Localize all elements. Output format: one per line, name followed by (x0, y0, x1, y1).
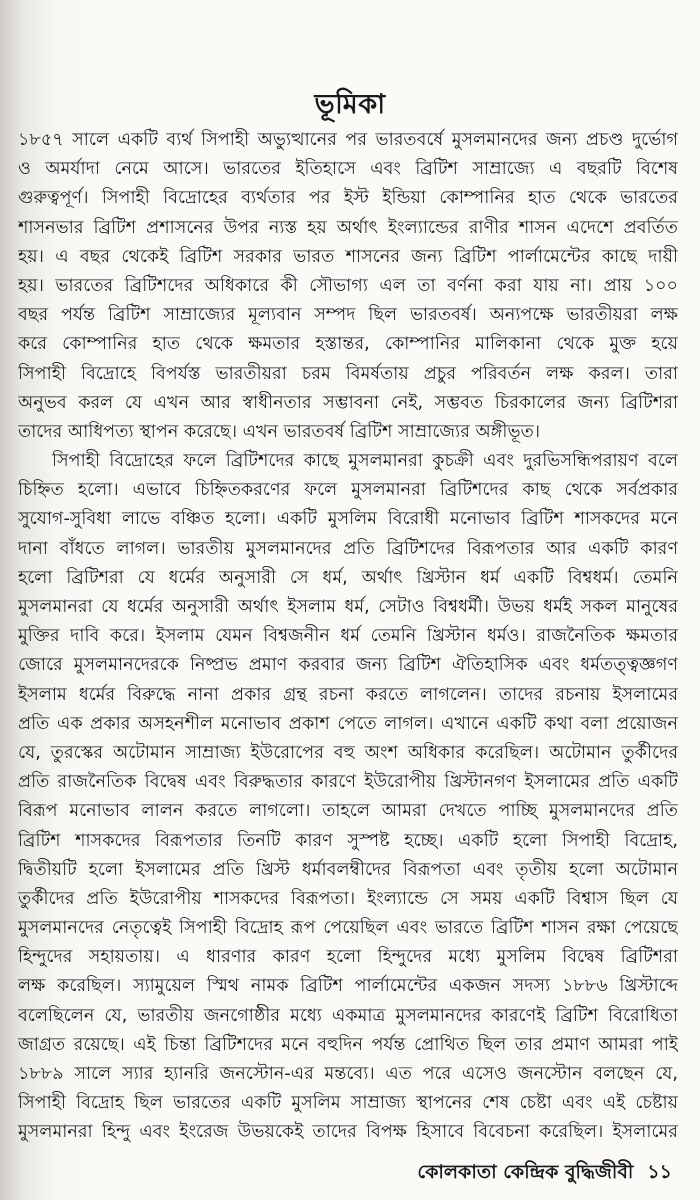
text-line: গুরুত্বপূর্ণ। সিপাহী বিদ্রোহের ব্যর্থতার পর ইস্ট ইন্ডিয়া কোম্পানির হাত থেকে ভারতের (18, 188, 678, 209)
text-line: হলো ব্রিটিশরা যে ধর্মের অনুসারী সে ধর্ম, অর্থাৎ খ্রিস্টান ধর্ম একটি বিশ্বধর্ম। তেমনি (18, 567, 678, 588)
text-line: বছর পর্যন্ত ব্রিটিশ সাম্রাজ্যের মূল্যবান সম্পদ ছিল ভারতবর্ষ। অন্যপক্ষে ভারতীয়রা লক্ষ (18, 305, 678, 326)
text-line: তুর্কীদের প্রতি ইউরোপীয় শাসকদের বিরূপতা। ইংল্যান্ডে সে সময় একটি বিশ্বাস ছিল যে (18, 888, 678, 909)
page-title: ভূমিকা (314, 89, 386, 120)
text-line: চিহ্নিত হলো। এভাবে চিহ্নিতকরণের ফলে মুসলমানরা ব্রিটিশদের কাছ থেকে সর্বপ্রকার (18, 480, 678, 501)
page-footer (403, 1158, 672, 1190)
text-line: সুযোগ-সুবিধা লাভে বঞ্চিত হলো। একটি মুসলিম বিরোধী মনোভাব ব্রিটিশ শাসকদের মনে (18, 509, 678, 530)
text-line: লক্ষ করেছিল। স্যামুয়েল স্মিথ নামক ব্রিটিশ পার্লামেন্টের একজন সদস্য ১৮৮৬ খ্রিস্টাব্দে (18, 976, 678, 997)
text-line: যে, তুরস্কের অটোমান সাম্রাজ্য ইউরোপের বহু অংশ অধিকার করেছিল। অটোমান তুর্কীদের (18, 742, 678, 763)
text-line: অনুভব করল যে এখন আর স্বাধীনতার সম্ভাবনা নেই, সম্ভবত চিরকালের জন্য ব্রিটিশরা (18, 392, 678, 413)
text-line: দ্বিতীয়টি হলো ইসলামের প্রতি খ্রিস্ট ধর্মাবলম্বীদের বিরূপতা এবং তৃতীয় হলো অটোমান (18, 859, 678, 880)
text-line: মুসলমানরা হিন্দু এবং ইংরেজ উভয়কেই তাদের বিপক্ষ হিসাবে বিবেচনা করেছিল। ইসলামের (18, 1122, 678, 1143)
text-line: ১৮৫৭ সালে একটি ব্যর্থ সিপাহী অভ্যুত্থানের পর ভারতবর্ষে মুসলমানদের জন্য প্রচণ্ড দুর্ভোগ (18, 130, 678, 150)
text-line: বিরূপ মনোভাব লালন করতে লাগলো। তাহলে আমরা দেখতে পাচ্ছি মুসলমানদের প্রতি (18, 801, 678, 822)
text-line: জোরে মুসলমানদেরকে নিষ্প্রভ প্রমাণ করবার জন্য ব্রিটিশ ঐতিহাসিক এবং ধর্মতত্ত্বজ্ঞগণ (18, 655, 678, 676)
text-line: সিপাহী বিদ্রোহ ছিল ভারতের একটি মুসলিম সাম্রাজ্য স্থাপনের শেষ চেষ্টা এবং এই চেষ্টায় (18, 1093, 678, 1114)
text-line: শাসনভার ব্রিটিশ প্রশাসনের উপর ন্যস্ত হয় অর্থাৎ ইংল্যান্ডের রাণীর শাসন এদেশে প্রবর্তিত (18, 217, 678, 238)
text-line: করে কোম্পানির হাত থেকে ক্ষমতার হস্তান্তর, কোম্পানির মালিকানা থেকে মুক্ত হয়ে (18, 334, 678, 355)
body-text (18, 126, 678, 1148)
text-line: হয়। ভারতের ব্রিটিশদের অধিকারে কী সৌভাগ্য এল তা বর্ণনা করা যায় না। প্রায় ১০০ (18, 275, 678, 296)
text-line: মুসলমানরা যে ধর্মের অনুসারী অর্থাৎ ইসলাম ধর্ম, সেটাও বিশ্বধর্মী। উভয় ধর্মই সকল মানুষের (18, 597, 678, 617)
page-number: ১১ (647, 1161, 672, 1183)
text-line: মুক্তির দাবি করে। ইসলাম যেমন বিশ্বজনীন ধর্ম তেমনি খ্রিস্টান ধর্মও। রাজনৈতিক ক্ষমতার (18, 626, 678, 647)
running-title: কোলকাতা কেন্দ্রিক বুদ্ধিজীবী (417, 1161, 634, 1183)
text-line: হয়। এ বছর থেকেই ব্রিটিশ সরকার ভারত শাসনের জন্য ব্রিটিশ পার্লামেন্টের কাছে দায়ী (18, 246, 678, 267)
text-line: সিপাহী বিদ্রোহের ফলে ব্রিটিশদের কাছে মুসলমানরা কুচক্রী এবং দুরভিসন্ধিপরায়ণ বলে (52, 451, 678, 472)
text-line: ব্রিটিশ শাসকদের বিরূপতার তিনটি কারণ সুস্পষ্ট হচ্ছে। একটি হলো সিপাহী বিদ্রোহ, (18, 830, 678, 851)
text-line: হিন্দুদের সহায়তায়। এ ধারণার কারণ হলো হিন্দুদের মধ্যে মুসলিম বিদ্বেষ ব্রিটিশরা (18, 947, 678, 968)
text-line: বলেছিলেন যে, ভারতীয় জনগোষ্ঠীর মধ্যে একমাত্র মুসলমানদের কারণেই ব্রিটিশ বিরোধিতা (18, 1005, 678, 1026)
text-line: ও অমর্যাদা নেমে আসে। ভারতের ইতিহাসে এবং ব্রিটিশ সাম্রাজ্যে এ বছরটি বিশেষ (18, 159, 678, 180)
text-line: প্রতি রাজনৈতিক বিদ্বেষ এবং বিরুদ্ধতার কারণে ইউরোপীয় খ্রিস্টানগণ ইসলামের প্রতি একটি (18, 772, 678, 793)
text-line: সিপাহী বিদ্রোহে বিপর্যস্ত ভারতীয়রা চরম বিমর্ষতায় প্রচুর পরিবর্তন লক্ষ করল। তারা (18, 363, 678, 384)
text-line: ইসলাম ধর্মের বিরুদ্ধে নানা প্রকার গ্রন্থ রচনা করতে লাগলেন। তাদের রচনায় ইসলামের (18, 684, 678, 705)
text-line: জাগ্রত রয়েছে। এই চিন্তা ব্রিটিশদের মনে বহুদিন পর্যন্ত প্রোথিত ছিল তার প্রমাণ আমরা পাই (18, 1034, 678, 1055)
text-line: ১৮৮৯ সালে স্যার হ্যানরি জনস্টোন-এর মন্তব্যে। এত পরে এসেও জনস্টোন বলছেন যে, (18, 1064, 678, 1084)
text-line: মুসলমানদের নেতৃত্বেই সিপাহী বিদ্রোহ রূপ পেয়েছিল এবং ভারতে ব্রিটিশ শাসন রক্ষা পেয়েছে (18, 918, 678, 939)
text-line: প্রতি এক প্রকার অসহনশীল মনোভাব প্রকাশ পেতে লাগল। এখানে একটি কথা বলা প্রয়োজন (18, 713, 678, 734)
text-line: তাদের আধিপত্য স্থাপন করেছে। এখন ভারতবর্ষ ব্রিটিশ সাম্রাজ্যের অঙ্গীভূত। (18, 421, 541, 442)
text-line: দানা বাঁধতে লাগল। ভারতীয় মুসলমানদের প্রতি ব্রিটিশদের বিরূপতার আর একটি কারণ (18, 538, 678, 559)
